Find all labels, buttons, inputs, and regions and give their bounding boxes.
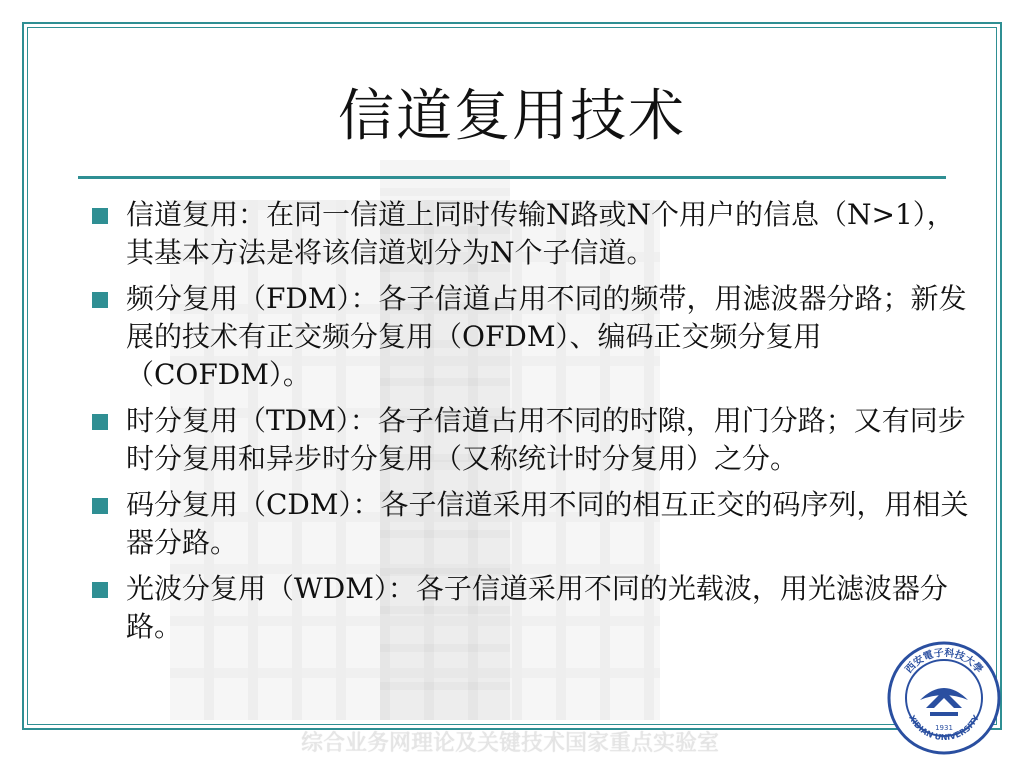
square-bullet-icon [92, 582, 108, 598]
bullet-text: 信道复用：在同一信道上同时传输N路或N个用户的信息（N>1），其基本方法是将该信道划分为N个子信道。 [126, 198, 955, 269]
bullet-item [90, 570, 970, 646]
bullet-text: 码分复用（CDM）：各子信道采用不同的相互正交的码序列，用相关器分路。 [126, 488, 969, 559]
logo-ring-text: 西安電子科技大學 [903, 647, 985, 676]
bullet-list [90, 196, 970, 654]
square-bullet-icon [92, 414, 108, 430]
square-bullet-icon [92, 208, 108, 224]
square-bullet-icon [92, 498, 108, 514]
bullet-text: 频分复用（FDM）：各子信道占用不同的频带，用滤波器分路；新发展的技术有正交频分复用（OFDM）、编码正交频分复用（COFDM）。 [126, 282, 967, 391]
bullet-item [90, 196, 970, 272]
bullet-item [90, 486, 970, 562]
xidian-university-logo [886, 640, 1002, 756]
footer-lab-name: 综合业务网理论及关键技术国家重点实验室 [300, 731, 719, 756]
logo-year: 1931 [935, 724, 953, 732]
slide-title: 信道复用技术 [338, 84, 686, 149]
logo-latin-text: XIDIAN UNIVERSITY [907, 713, 981, 742]
bullet-text: 时分复用（TDM）：各子信道占用不同的时隙，用门分路；又有同步时分复用和异步时分复用（又称统计时分复用）之分。 [126, 404, 966, 475]
square-bullet-icon [92, 292, 108, 308]
bullet-text: 光波分复用（WDM）：各子信道采用不同的光载波，用光滤波器分路。 [126, 572, 948, 643]
title-divider [78, 176, 946, 179]
bullet-item [90, 402, 970, 478]
bullet-item [90, 280, 970, 394]
